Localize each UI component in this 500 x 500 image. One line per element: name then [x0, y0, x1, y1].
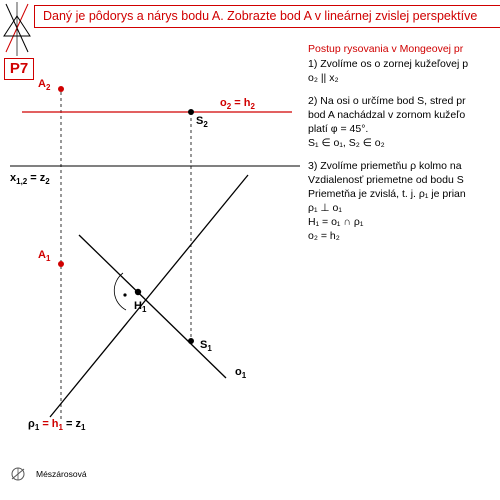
step-2-line-2: bod A nachádzal v zornom kužeľo [308, 109, 466, 121]
label-rho1-h1-z1: $\rho_1 = h_1 = z_1$ [28, 418, 86, 433]
label-A2: $A_2$ [38, 78, 51, 93]
step-1-line-2: o₂ || x₂ [308, 72, 339, 84]
instruction-panel [308, 42, 500, 252]
step-3-line-3: Priemetňa je zvislá, t. j. ρ₁ je prian [308, 188, 466, 200]
author-logo-icon [10, 466, 32, 482]
slide-number-badge: P7 [4, 58, 34, 80]
step-3-line-5: H₁ = o₁ ∩ ρ₁ [308, 216, 364, 228]
step-3-line-4: ρ₁ ⊥ o₁ [308, 202, 342, 214]
label-H1: $H_1$ [134, 300, 147, 315]
step-1 [308, 57, 500, 85]
label-S1: $S_1$ [200, 339, 212, 354]
picture-plane-rho1 [50, 175, 248, 417]
label-A1: $A_1$ [38, 249, 51, 264]
point-S1 [188, 338, 194, 344]
panel-heading: Postup rysovania v Mongeovej pr [308, 43, 464, 55]
slide-title: Daný je pôdorys a nárys bodu A. Zobrazte bod A v lineárnej zvislej perspektíve [43, 9, 478, 23]
label-S2: $S_2$ [196, 115, 208, 130]
label-o1: $o_1$ [235, 366, 247, 381]
step-2-line-1: 2) Na osi o určíme bod S, stred pr [308, 95, 466, 107]
step-3-line-1: 3) Zvolíme priemetňu ρ kolmo na [308, 160, 462, 172]
point-H1 [135, 289, 141, 295]
axis-o1 [79, 235, 226, 378]
step-2 [308, 94, 500, 150]
label-o2-h2: $o_2 = h_2$ [220, 97, 255, 112]
right-angle-dot [123, 293, 126, 296]
footer [10, 466, 87, 482]
step-2-line-4: S₁ ∈ o₁, S₂ ∈ o₂ [308, 137, 385, 149]
step-3-line-2: Vzdialenosť priemetne od bodu S [308, 174, 464, 186]
point-A1 [58, 261, 64, 267]
point-A2 [58, 86, 64, 92]
label-x12: $x_{1,2} = z_2$ [10, 172, 50, 187]
step-3 [308, 159, 500, 243]
step-1-line-1: 1) Zvolíme os o zornej kužeľovej p [308, 58, 469, 70]
point-S2 [188, 109, 194, 115]
step-3-line-6: o₂ = h₂ [308, 230, 340, 242]
step-2-line-3: platí φ = 45°. [308, 123, 369, 135]
author-name: Mészárosová [36, 469, 87, 479]
